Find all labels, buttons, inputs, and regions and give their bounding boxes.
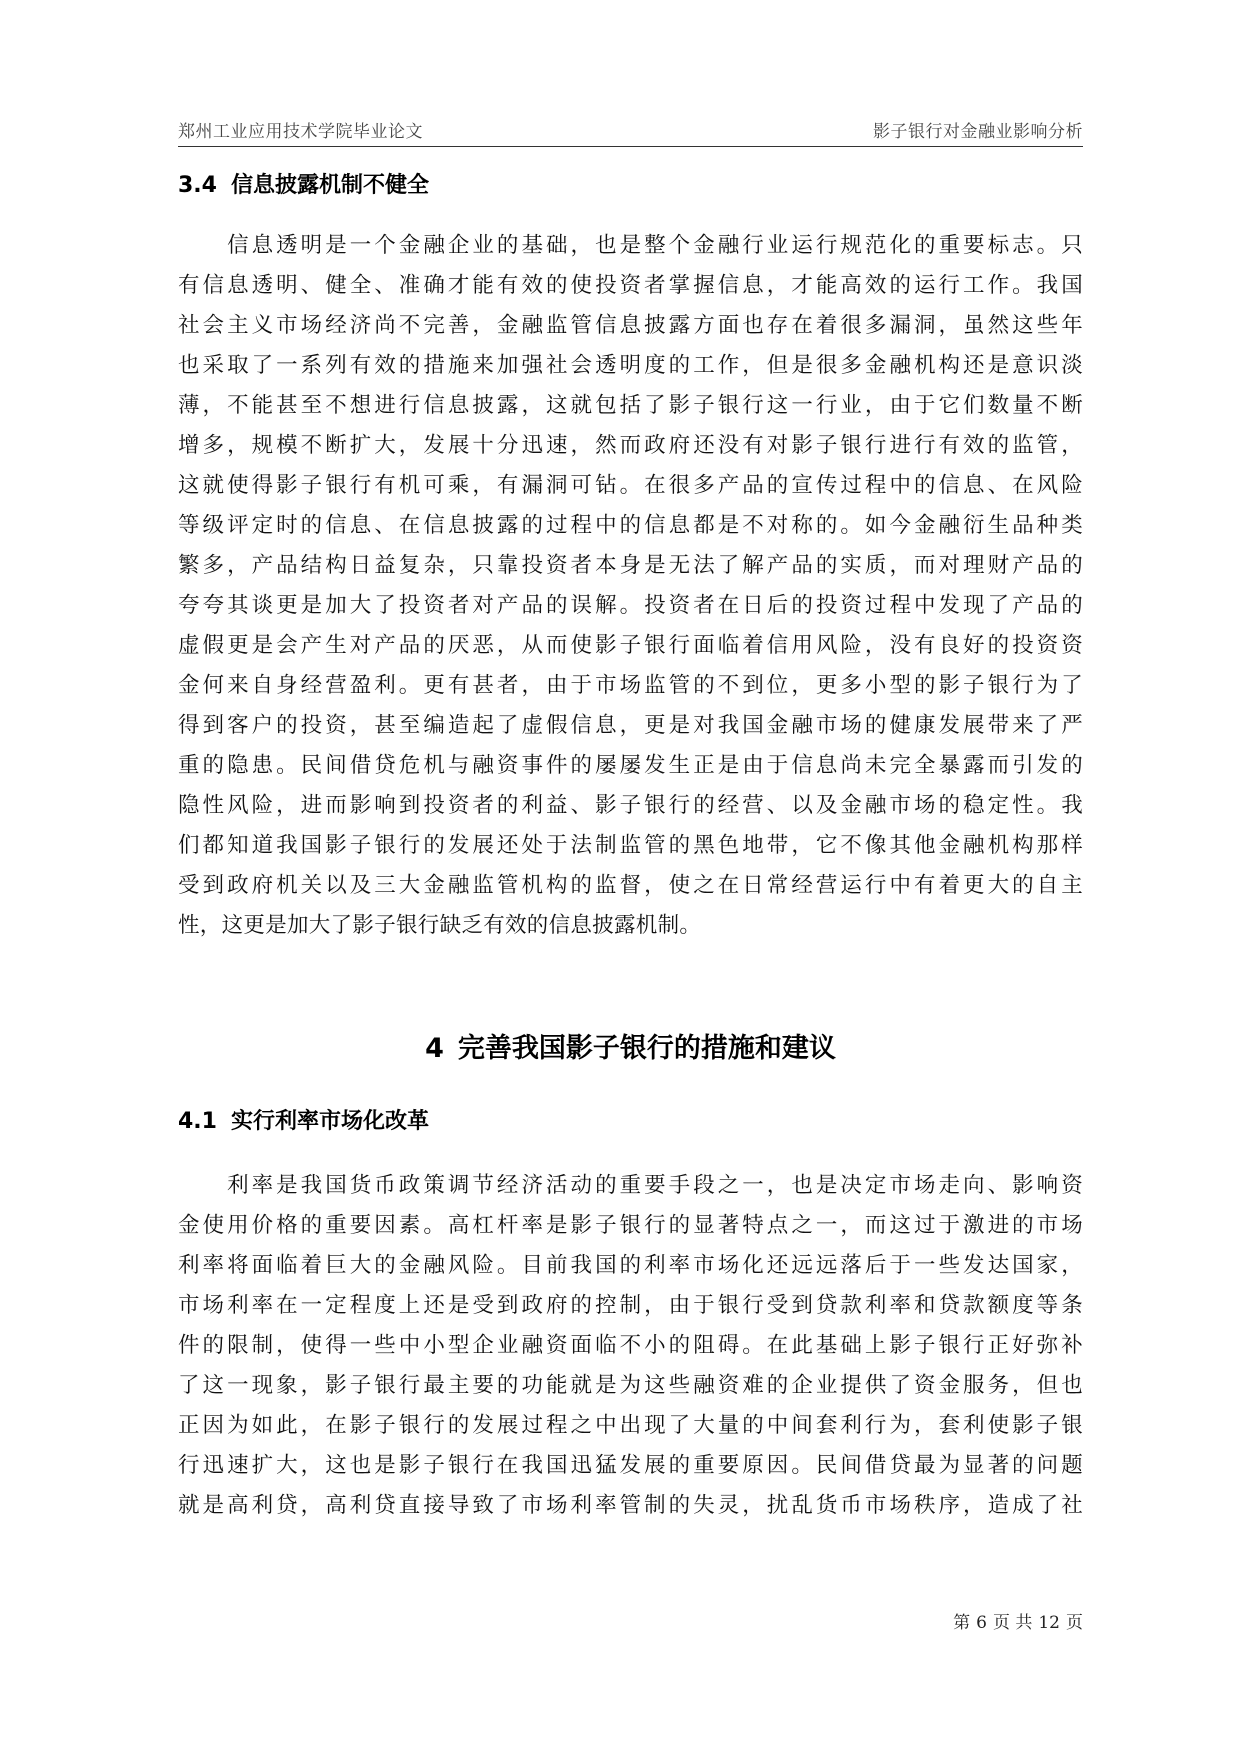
text-line: 社会主义市场经济尚不完善，金融监管信息披露方面也存在着很多漏洞，虽然这些年 bbox=[178, 313, 1083, 338]
text-line: 薄，不能甚至不想进行信息披露，这就包括了影子银行这一行业，由于它们数量不断 bbox=[178, 393, 1083, 418]
text-line: 金何来自身经营盈利。更有甚者，由于市场监管的不到位，更多小型的影子银行为了 bbox=[178, 673, 1083, 698]
section-number: 4.1 bbox=[178, 1109, 217, 1134]
text-line: 等级评定时的信息、在信息披露的过程中的信息都是不对称的。如今金融衍生品种类 bbox=[178, 513, 1083, 538]
section-title: 实行利率市场化改革 bbox=[230, 1109, 429, 1134]
section-title: 信息披露机制不健全 bbox=[230, 173, 429, 198]
page-number-footer bbox=[953, 1608, 1083, 1633]
text-line: 行迅速扩大，这也是影子银行在我国迅猛发展的重要原因。民间借贷最为显著的问题 bbox=[178, 1453, 1083, 1478]
text-line: 件的限制，使得一些中小型企业融资面临不小的阻碍。在此基础上影子银行正好弥补 bbox=[178, 1333, 1083, 1358]
text-line: 了这一现象，影子银行最主要的功能就是为这些融资难的企业提供了资金服务，但也 bbox=[178, 1373, 1083, 1398]
running-header bbox=[178, 113, 1083, 147]
chapter-heading-4 bbox=[178, 1026, 1083, 1065]
text-line: 利率是我国货币政策调节经济活动的重要手段之一，也是决定市场走向、影响资 bbox=[178, 1173, 1083, 1198]
section-heading-3-4 bbox=[178, 168, 429, 199]
section-number: 3.4 bbox=[178, 173, 217, 198]
text-line: 得到客户的投资，甚至编造起了虚假信息，更是对我国金融市场的健康发展带来了严 bbox=[178, 713, 1083, 738]
text-line: 这就使得影子银行有机可乘，有漏洞可钻。在很多产品的宣传过程中的信息、在风险 bbox=[178, 473, 1083, 498]
footer-prefix: 第 bbox=[953, 1613, 971, 1633]
text-line: 增多，规模不断扩大，发展十分迅速，然而政府还没有对影子银行进行有效的监管， bbox=[178, 433, 1083, 458]
text-line: 重的隐患。民间借贷危机与融资事件的屡屡发生正是由于信息尚未完全暴露而引发的 bbox=[178, 753, 1083, 778]
chapter-number: 4 bbox=[425, 1033, 444, 1064]
text-line: 金使用价格的重要因素。高杠杆率是影子银行的显著特点之一，而这过于激进的市场 bbox=[178, 1213, 1083, 1238]
text-line: 有信息透明、健全、准确才能有效的使投资者掌握信息，才能高效的运行工作。我国 bbox=[178, 273, 1083, 298]
text-line: 也采取了一系列有效的措施来加强社会透明度的工作，但是很多金融机构还是意识淡 bbox=[178, 353, 1083, 378]
paragraph-interest-rate-reform bbox=[178, 1166, 1083, 1526]
text-line: 市场利率在一定程度上还是受到政府的控制，由于银行受到贷款利率和贷款额度等条 bbox=[178, 1293, 1083, 1318]
paragraph-information-disclosure bbox=[178, 226, 1083, 946]
text-line: 受到政府机关以及三大金融监管机构的监督，使之在日常经营运行中有着更大的自主 bbox=[178, 873, 1083, 898]
text-line: 利率将面临着巨大的金融风险。目前我国的利率市场化还远远落后于一些发达国家， bbox=[178, 1253, 1083, 1278]
header-thesis-title: 郑州工业应用技术学院毕业论文 bbox=[178, 122, 423, 142]
current-page-number: 6 bbox=[976, 1613, 987, 1633]
total-page-count: 12 bbox=[1038, 1613, 1060, 1633]
text-line: 正因为如此，在影子银行的发展过程之中出现了大量的中间套利行为，套利使影子银 bbox=[178, 1413, 1083, 1438]
text-line: 就是高利贷，高利贷直接导致了市场利率管制的失灵，扰乱货币市场秩序，造成了社 bbox=[178, 1493, 1083, 1518]
text-line: 夸夸其谈更是加大了投资者对产品的误解。投资者在日后的投资过程中发现了产品的 bbox=[178, 593, 1083, 618]
text-line: 隐性风险，进而影响到投资者的利益、影子银行的经营、以及金融市场的稳定性。我 bbox=[178, 793, 1083, 818]
text-line: 信息透明是一个金融企业的基础，也是整个金融行业运行规范化的重要标志。只 bbox=[178, 233, 1083, 258]
text-line: 们都知道我国影子银行的发展还处于法制监管的黑色地带，它不像其他金融机构那样 bbox=[178, 833, 1083, 858]
header-paper-title: 影子银行对金融业影响分析 bbox=[873, 122, 1083, 142]
chapter-title: 完善我国影子银行的措施和建议 bbox=[457, 1033, 836, 1064]
text-line: 性，这更是加大了影子银行缺乏有效的信息披露机制。 bbox=[178, 913, 702, 938]
text-line: 繁多，产品结构日益复杂，只靠投资者本身是无法了解产品的实质，而对理财产品的 bbox=[178, 553, 1083, 578]
footer-middle: 页 共 bbox=[992, 1613, 1033, 1633]
text-line: 虚假更是会产生对产品的厌恶，从而使影子银行面临着信用风险，没有良好的投资资 bbox=[178, 633, 1083, 658]
footer-suffix: 页 bbox=[1066, 1613, 1083, 1633]
section-heading-4-1 bbox=[178, 1104, 429, 1135]
